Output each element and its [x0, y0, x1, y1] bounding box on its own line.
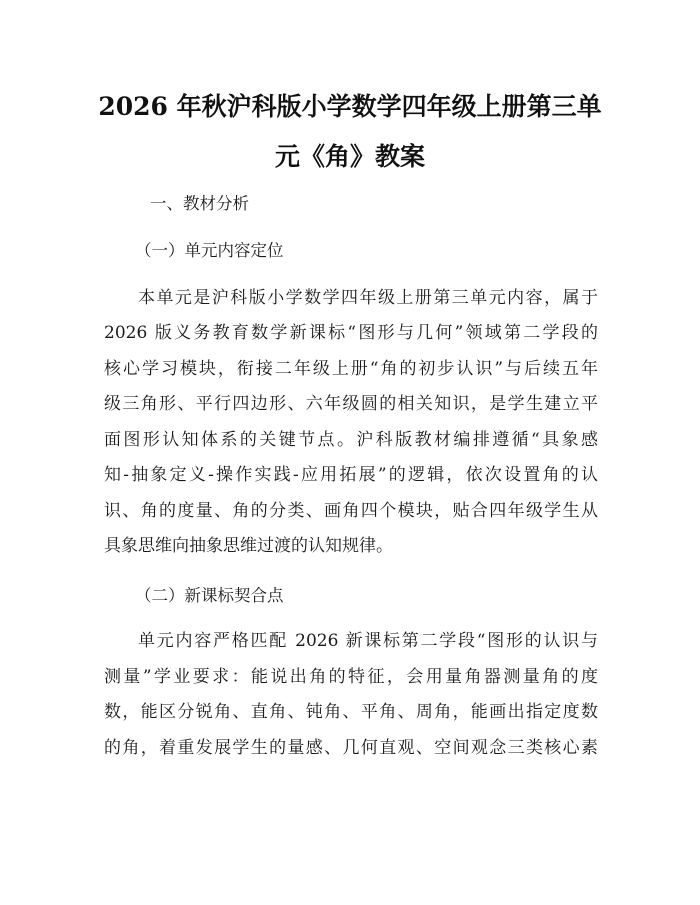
- paragraph-line: 核心学习模块，衔接二年级上册“角的初步认识”与后续五年: [104, 359, 598, 379]
- paragraph-line: 测量”学业要求：能说出角的特征，会用量角器测量角的度: [104, 667, 598, 687]
- paragraph-line: 具象思维向抽象思维过渡的认知规律。: [104, 536, 393, 556]
- paragraph-line: 级三角形、平行四边形、六年级圆的相关知识，是学生建立平: [104, 394, 598, 414]
- paragraph-line: 的角，着重发展学生的量感、几何直观、空间观念三类核心素: [104, 738, 598, 758]
- document-title-line-2: 元《角》教案: [274, 142, 425, 171]
- paragraph-line: 本单元是沪科版小学数学四年级上册第三单元内容，属于: [138, 288, 598, 308]
- paragraph-line: 知-抽象定义-操作实践-应用拓展”的逻辑，依次设置角的认: [104, 465, 598, 485]
- paragraph-line: 识、角的度量、角的分类、画角四个模块，贴合四年级学生从: [104, 501, 598, 521]
- subsection-heading-unit-positioning: （一）单元内容定位: [135, 241, 284, 260]
- subsection-heading-curriculum-alignment: （二）新课标契合点: [135, 586, 284, 605]
- document-title-line-1: 2026 年秋沪科版小学数学四年级上册第三单: [98, 92, 602, 121]
- paragraph-line: 2026 版义务教育数学新课标“图形与几何”领域第二学段的: [104, 323, 598, 343]
- paragraph-line: 数，能区分锐角、直角、钝角、平角、周角，能画出指定度数: [104, 702, 598, 722]
- paragraph-line: 单元内容严格匹配 2026 新课标第二学段“图形的认识与: [138, 631, 598, 651]
- paragraph-line: 面图形认知体系的关键节点。沪科版教材编排遵循“具象感: [104, 430, 598, 450]
- section-heading-teaching-material-analysis: 一、教材分析: [150, 194, 249, 213]
